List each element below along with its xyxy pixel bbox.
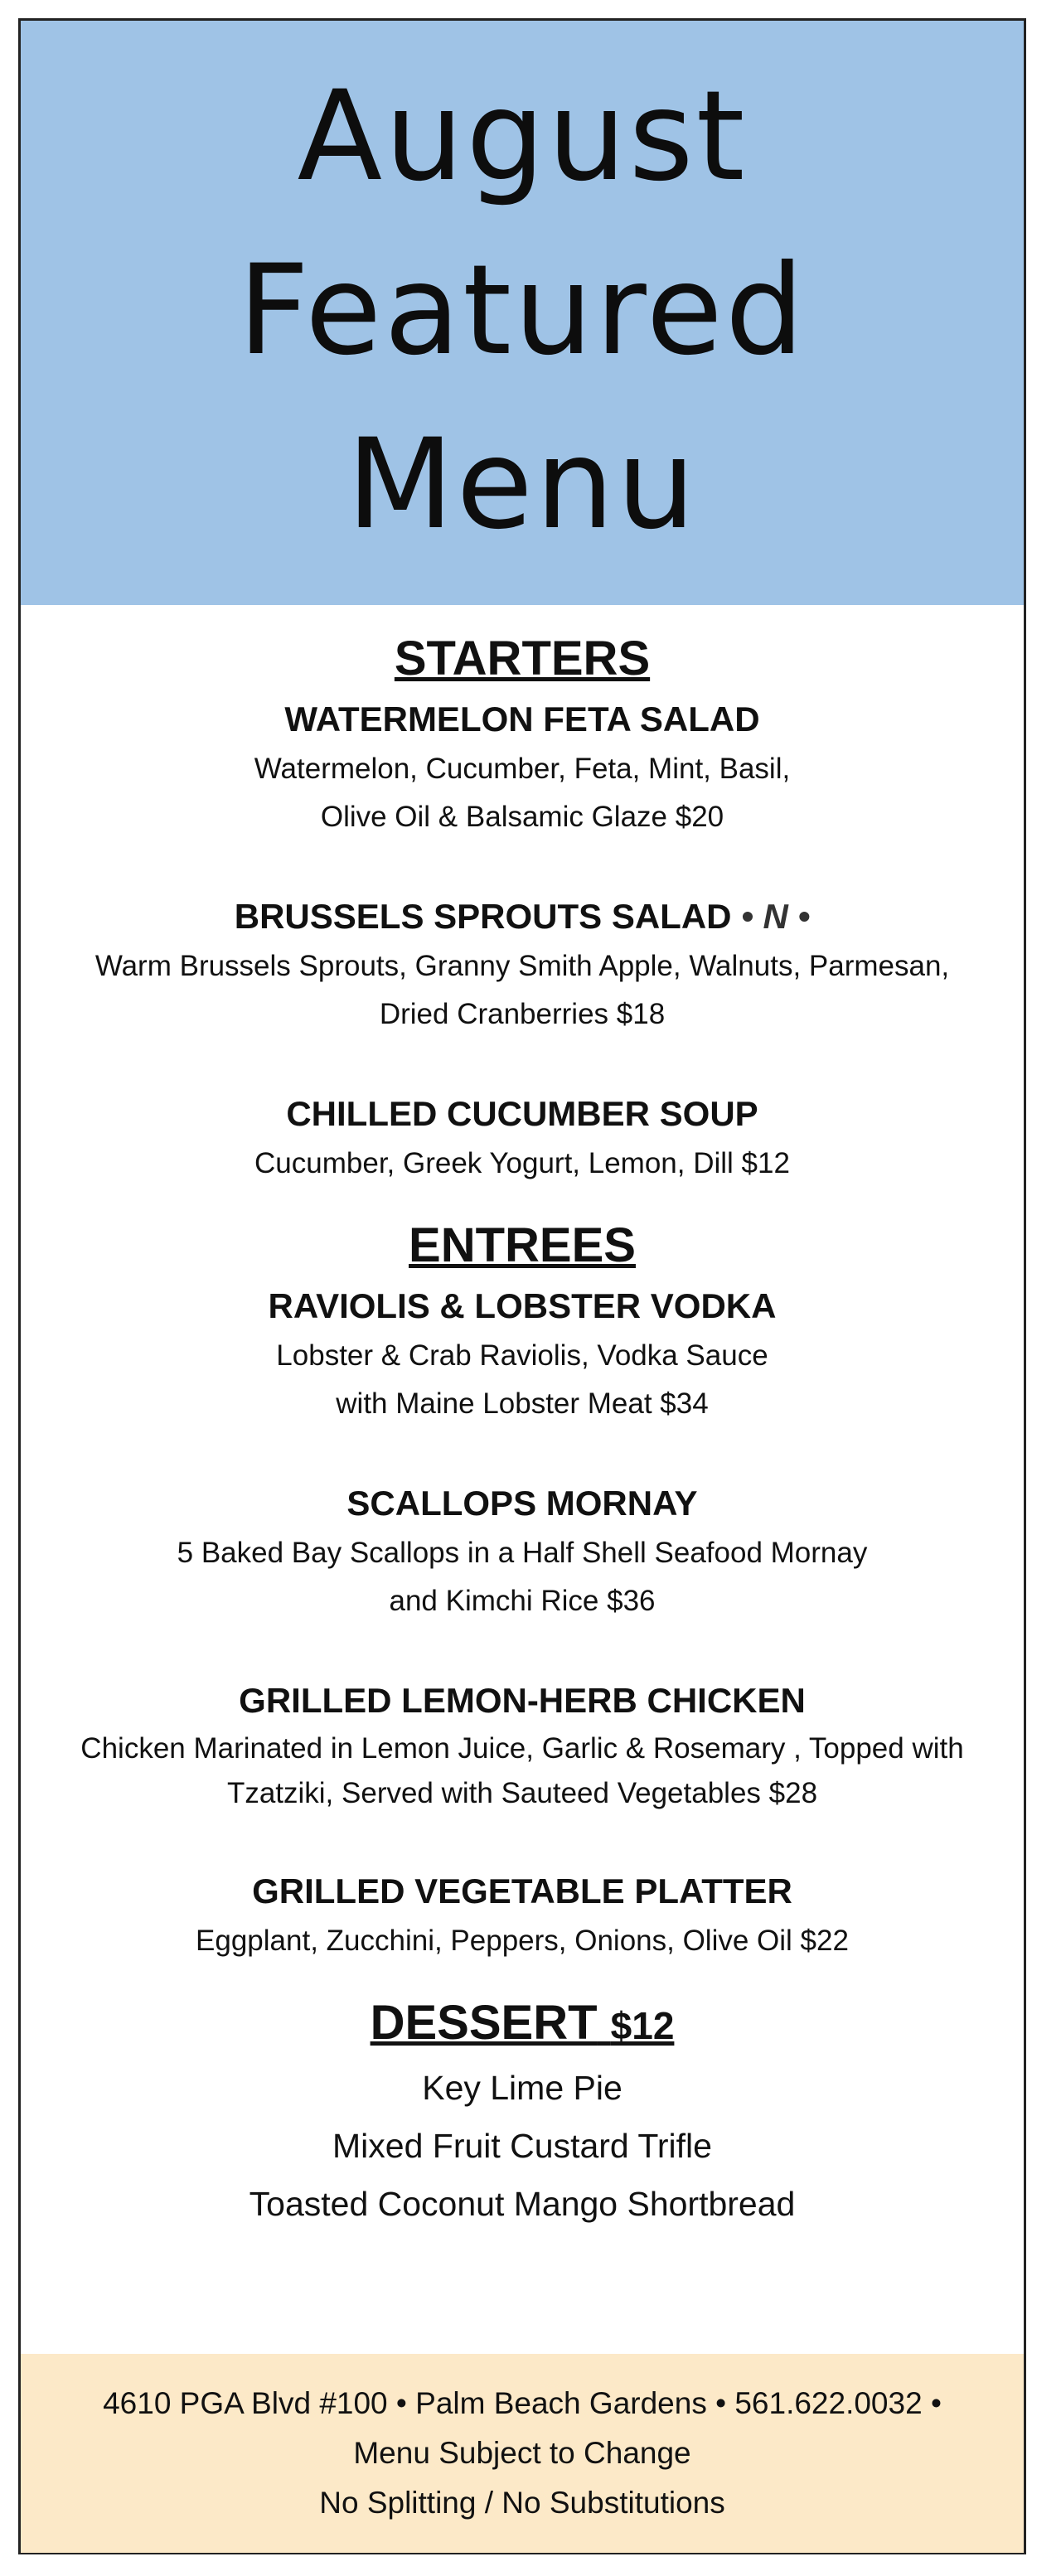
dessert-title: DESSERT — [370, 1996, 598, 2050]
menu-content — [21, 605, 1024, 2233]
footer-notice: Menu Subject to Change — [353, 2436, 691, 2470]
starters-heading: STARTERS — [394, 632, 651, 685]
starter-desc: Cucumber, Greek Yogurt, Lemon, Dill $12 — [254, 1147, 790, 1179]
entree-desc: Eggplant, Zucchini, Peppers, Onions, Olive Oil $22 — [196, 1925, 849, 1957]
entree-name: GRILLED VEGETABLE PLATTER — [252, 1871, 792, 1910]
entree-desc: and Kimchi Rice $36 — [389, 1585, 656, 1617]
header-title-line3: Menu — [346, 413, 698, 557]
dessert-item: Toasted Coconut Mango Shortbread — [249, 2185, 796, 2223]
starter-desc: Olive Oil & Balsamic Glaze $20 — [320, 801, 724, 833]
entree-desc: Lobster & Crab Raviolis, Vodka Sauce — [276, 1339, 768, 1372]
entree-desc: with Maine Lobster Meat $34 — [336, 1387, 709, 1420]
entree-name: RAVIOLIS & LOBSTER VODKA — [268, 1286, 777, 1325]
menu-card — [18, 18, 1026, 2554]
starter-name: WATERMELON FETA SALAD — [284, 700, 760, 738]
entree-name: GRILLED LEMON-HERB CHICKEN — [239, 1681, 806, 1720]
header-title-line1: August — [297, 65, 748, 209]
starter-desc: Watermelon, Cucumber, Feta, Mint, Basil, — [254, 753, 791, 785]
starter-name — [21, 891, 1024, 942]
footer-address: 4610 PGA Blvd #100 • Palm Beach Gardens • 561.622.0032 • — [103, 2386, 942, 2420]
dessert-heading — [21, 1990, 1024, 2059]
nut-marker: • N • — [741, 897, 811, 936]
entrees-heading: ENTREES — [409, 1218, 636, 1272]
menu-footer — [21, 2354, 1024, 2553]
entree-name: SCALLOPS MORNAY — [346, 1484, 698, 1523]
entree-desc: Chicken Marinated in Lemon Juice, Garlic & Rosemary , Topped with — [80, 1732, 964, 1765]
dessert-item: Mixed Fruit Custard Trifle — [332, 2127, 712, 2165]
starter-desc: Dried Cranberries $18 — [379, 998, 666, 1030]
dessert-price: $12 — [610, 2004, 675, 2047]
starter-name-text: BRUSSELS SPROUTS SALAD — [234, 897, 732, 936]
header-title-line2: Featured — [237, 239, 807, 383]
starter-name: CHILLED CUCUMBER SOUP — [286, 1094, 758, 1133]
footer-policy: No Splitting / No Substitutions — [319, 2486, 725, 2520]
entree-desc: 5 Baked Bay Scallops in a Half Shell Seafood Mornay — [177, 1537, 868, 1569]
menu-header — [21, 21, 1024, 605]
entree-desc: Tzatziki, Served with Sauteed Vegetables $28 — [226, 1777, 818, 1809]
starter-desc: Warm Brussels Sprouts, Granny Smith Apple, Walnuts, Parmesan, — [94, 950, 950, 982]
dessert-item: Key Lime Pie — [422, 2069, 623, 2107]
